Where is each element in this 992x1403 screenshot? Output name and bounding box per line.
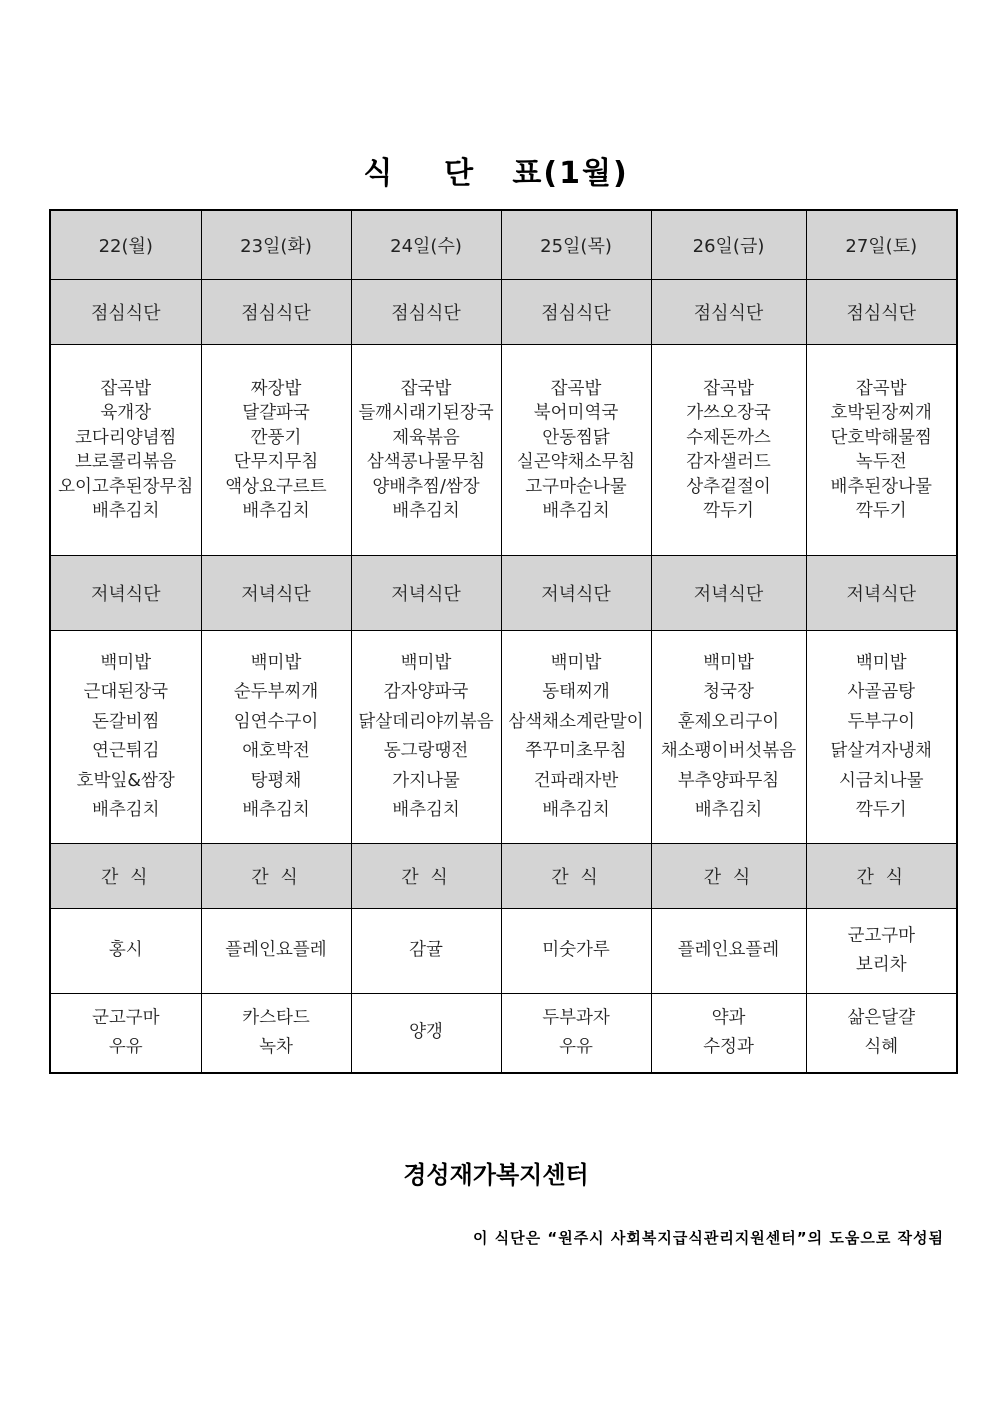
dinner-menu-cell: [651, 631, 806, 844]
menu-item: 깐풍기: [250, 427, 302, 448]
snack-cell: [806, 994, 957, 1074]
lunch-section-label: 점심식단: [50, 280, 201, 345]
menu-item: 탕평채: [250, 770, 302, 791]
menu-item: 채소팽이버섯볶음: [660, 741, 797, 761]
dinner-section-label: 저녁식단: [50, 556, 201, 631]
menu-item: 순두부찌개: [233, 682, 319, 702]
menu-item: 배추김치: [242, 800, 310, 820]
day-header: 23일(화): [201, 210, 351, 280]
snack-cell: [651, 994, 806, 1074]
menu-item: 수정과: [703, 1037, 754, 1057]
lunch-menu-cell: [50, 345, 201, 556]
menu-item: 두부과자: [542, 1007, 610, 1028]
menu-item: 배추김치: [542, 501, 610, 521]
dinner-menu-cell: [501, 631, 651, 844]
lunch-menu-row: [50, 345, 957, 556]
lunch-section-label: 점심식단: [806, 280, 957, 345]
lunch-section-row: [50, 280, 957, 345]
snack-row-1: [50, 909, 957, 994]
menu-item: 플레인요플레: [225, 940, 327, 961]
snack-cell: [50, 994, 201, 1074]
menu-item: 배추김치: [91, 800, 160, 820]
dinner-section-label: 저녁식단: [806, 556, 957, 631]
dinner-menu-cell: [50, 631, 201, 844]
menu-item: 녹두전: [855, 452, 907, 472]
menu-item: 잡곡밥: [550, 378, 602, 399]
date-header-row: [50, 210, 957, 280]
lunch-menu-cell: [501, 345, 651, 556]
snack-cell: [201, 909, 351, 994]
menu-item: 우유: [108, 1037, 143, 1057]
menu-item: 식혜: [864, 1037, 899, 1057]
menu-item: 단호박해물찜: [830, 427, 932, 448]
menu-item: 백미밥: [250, 652, 302, 673]
menu-item: 근대된장국: [83, 682, 169, 702]
dinner-section-label: 저녁식단: [651, 556, 806, 631]
menu-item: 감자샐러드: [686, 452, 771, 472]
menu-item: 감자양파국: [383, 682, 469, 702]
snack-section-label: 간 식: [501, 844, 651, 909]
menu-item: 잡곡밥: [703, 378, 754, 399]
menu-item: 건파래자반: [533, 770, 619, 791]
day-header: 26일(금): [651, 210, 806, 280]
menu-item: 실곤약채소무침: [516, 452, 636, 472]
dinner-section-row: [50, 556, 957, 631]
organization-name: 경성재가복지센터: [403, 1161, 589, 1189]
snack-section-label: 간 식: [50, 844, 201, 909]
meal-plan-table: [49, 209, 958, 1074]
menu-item: 군고구마: [847, 925, 916, 946]
menu-item: 가쓰오장국: [686, 403, 771, 423]
menu-item: 플레인요플레: [677, 940, 780, 961]
menu-item: 고구마순나물: [525, 476, 627, 497]
dinner-menu-cell: [806, 631, 957, 844]
menu-item: 시금치나물: [838, 770, 924, 791]
menu-item: 제육볶음: [392, 427, 460, 448]
menu-item: 홍시: [108, 940, 143, 961]
snack-row-2: [50, 994, 957, 1074]
menu-item: 수제돈까스: [686, 427, 771, 448]
snack-cell: [806, 909, 957, 994]
menu-item: 배추김치: [242, 501, 310, 521]
snack-cell: [501, 909, 651, 994]
dinner-section-label: 저녁식단: [201, 556, 351, 631]
snack-cell: [351, 909, 501, 994]
menu-item: 잡곡밥: [855, 378, 907, 399]
menu-item: 가지나물: [392, 770, 460, 791]
menu-item: 배추김치: [694, 800, 763, 820]
menu-item: 쭈꾸미초무침: [525, 741, 627, 761]
menu-item: 잡곡밥: [100, 378, 152, 399]
menu-item: 안동찜닭: [542, 427, 610, 448]
snack-section-label: 간 식: [351, 844, 501, 909]
day-header: 24일(수): [351, 210, 501, 280]
menu-item: 코다리양념찜: [75, 427, 177, 448]
menu-item: 배추김치: [542, 800, 610, 820]
snack-section-label: 간 식: [201, 844, 351, 909]
menu-item: 우유: [559, 1037, 593, 1057]
lunch-menu-cell: [806, 345, 957, 556]
dinner-menu-row: [50, 631, 957, 844]
menu-item: 배추김치: [392, 501, 460, 521]
dinner-menu-cell: [201, 631, 351, 844]
snack-section-label: 간 식: [651, 844, 806, 909]
lunch-section-label: 점심식단: [651, 280, 806, 345]
menu-item: 보리차: [855, 955, 907, 975]
menu-item: 동그랑땡전: [383, 741, 469, 761]
lunch-menu-cell: [351, 345, 501, 556]
lunch-menu-cell: [651, 345, 806, 556]
menu-item: 백미밥: [400, 652, 452, 673]
lunch-menu-cell: [201, 345, 351, 556]
menu-item: 청국장: [703, 682, 754, 702]
day-header: 22(월): [50, 210, 201, 280]
snack-section-row: [50, 844, 957, 909]
menu-item: 상추겉절이: [686, 476, 771, 497]
menu-item: 양갱: [409, 1022, 443, 1043]
menu-item: 북어미역국: [533, 403, 619, 423]
page-title: 식 단 표(1월): [363, 156, 629, 191]
snack-cell: [351, 994, 501, 1074]
menu-item: 카스타드: [242, 1007, 310, 1028]
menu-item: 깍두기: [855, 501, 907, 521]
snack-cell: [501, 994, 651, 1074]
menu-item: 백미밥: [703, 652, 754, 673]
menu-item: 돈갈비찜: [91, 711, 160, 732]
menu-item: 동태찌개: [542, 682, 610, 702]
menu-item: 오이고추된장무침: [58, 476, 194, 497]
menu-item: 녹차: [259, 1037, 293, 1057]
lunch-section-label: 점심식단: [201, 280, 351, 345]
snack-cell: [651, 909, 806, 994]
menu-item: 호박된장찌개: [830, 403, 932, 423]
day-header: 27일(토): [806, 210, 957, 280]
menu-item: 깍두기: [855, 800, 907, 820]
menu-item: 배추김치: [91, 501, 160, 521]
menu-item: 백미밥: [855, 652, 907, 673]
menu-item: 배추김치: [392, 800, 460, 820]
menu-item: 미숫가루: [542, 940, 610, 961]
menu-item: 육개장: [100, 403, 152, 423]
menu-item: 두부구이: [847, 711, 916, 732]
menu-item: 들깨시래기된장국: [358, 403, 494, 423]
menu-item: 달걀파국: [242, 403, 310, 423]
menu-item: 닭살겨자냉채: [830, 741, 932, 761]
snack-cell: [201, 994, 351, 1074]
menu-item: 약과: [711, 1007, 746, 1028]
menu-item: 백미밥: [100, 652, 152, 673]
menu-item: 감귤: [409, 940, 443, 961]
lunch-section-label: 점심식단: [501, 280, 651, 345]
dinner-section-label: 저녁식단: [351, 556, 501, 631]
dinner-section-label: 저녁식단: [501, 556, 651, 631]
menu-item: 사골곰탕: [847, 682, 916, 702]
footer-note: 이 식단은 “원주시 사회복지급식관리지원센터”의 도움으로 작성됨: [472, 1229, 944, 1247]
menu-item: 삼색채소계란말이: [508, 711, 644, 732]
menu-item: 단무지무침: [233, 452, 319, 472]
menu-item: 브로콜리볶음: [75, 452, 177, 472]
menu-item: 호박잎&쌈장: [76, 770, 175, 791]
menu-item: 훈제오리구이: [677, 711, 780, 732]
menu-item: 잡국밥: [400, 378, 452, 399]
menu-item: 임연수구이: [233, 711, 319, 732]
menu-item: 양배추찜/쌈장: [372, 476, 480, 497]
dinner-menu-cell: [351, 631, 501, 844]
menu-item: 연근튀김: [91, 741, 160, 761]
menu-item: 삼색콩나물무침: [366, 452, 486, 472]
menu-item: 배추된장나물: [830, 476, 932, 497]
snack-section-label: 간 식: [806, 844, 957, 909]
menu-item: 닭살데리야끼볶음: [358, 711, 494, 732]
menu-item: 짜장밥: [250, 378, 302, 399]
day-header: 25일(목): [501, 210, 651, 280]
menu-item: 삶은달걀: [847, 1007, 916, 1028]
menu-item: 부추양파무침: [677, 770, 780, 791]
menu-item: 액상요구르트: [225, 476, 327, 497]
snack-cell: [50, 909, 201, 994]
lunch-section-label: 점심식단: [351, 280, 501, 345]
menu-item: 깍두기: [703, 501, 754, 521]
menu-item: 군고구마: [91, 1007, 160, 1028]
menu-item: 애호박전: [242, 741, 310, 761]
menu-item: 백미밥: [550, 652, 602, 673]
